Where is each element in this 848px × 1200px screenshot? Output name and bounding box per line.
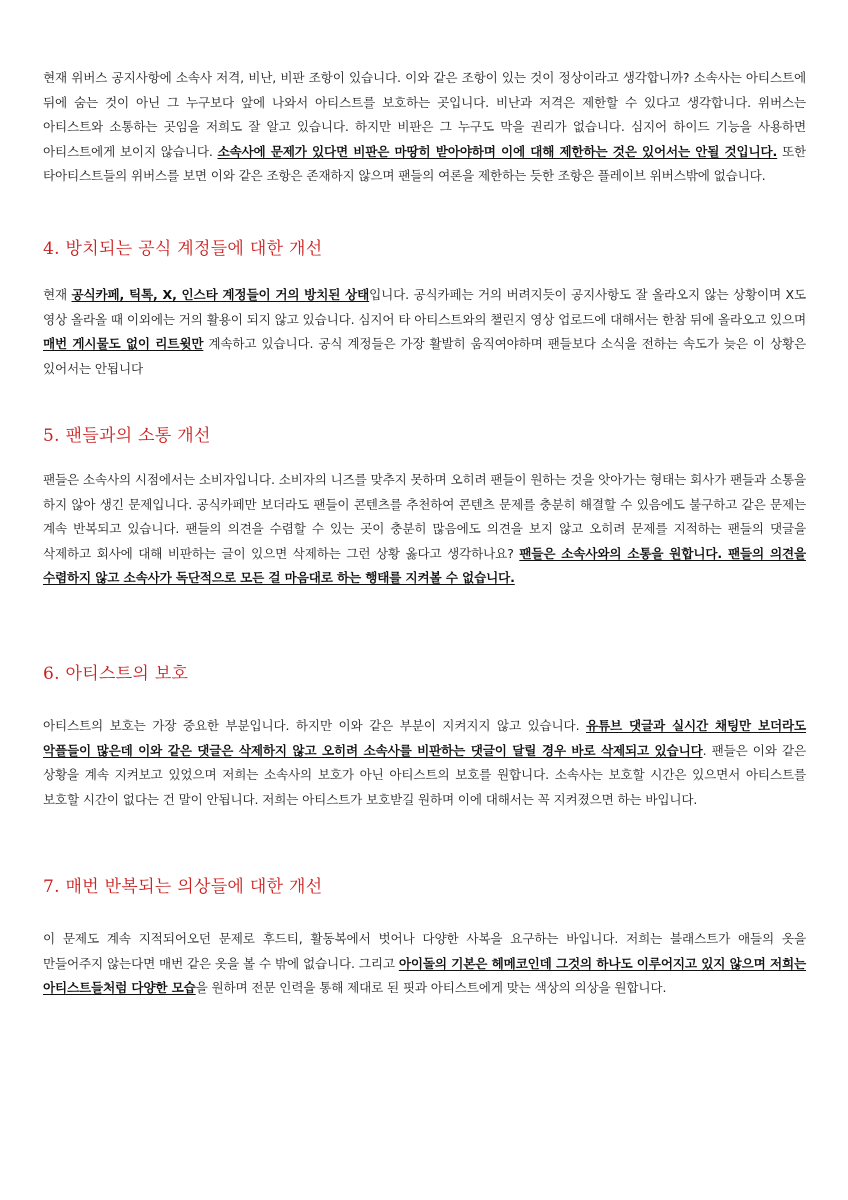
- section-text: 계속하고 있습니다. 공식 계정들은 가장 활발히 움직여야하며 팬들보다 소식을 전하는 속도가 늦은 이 상황은 있어서는 안됩니다: [43, 336, 807, 376]
- section-text: 이 문제도 계속 지적되어오던 문제로 후드티, 활동복에서 벗어나 다양한 사복을 요구하는 바입니다. 저희는 블래스트가 애들의 옷을 만들어주지 않는다면 매번 같은 옷을 볼 수 밖에 없습니다. 그리고: [43, 931, 806, 971]
- section-paragraph-outfits: [43, 927, 806, 1001]
- section-paragraph-fan-communication: [43, 468, 806, 591]
- section-heading-official-accounts: 4. 방치되는 공식 계정들에 대한 개선: [43, 239, 323, 259]
- section-text: 을 원하며 전문 인력을 통해 제대로 된 핏과 아티스트에게 맞는 색상의 의상을 원합니다.: [195, 980, 667, 996]
- intro-emphasis-1: 소속사에 문제가 있다면 비판은 마땅히 받아야하며 이에 대해 제한하는 것은 있어서는 안될 것입니다.: [217, 143, 778, 159]
- section-heading-artist-protection: 6. 아티스트의 보호: [43, 664, 189, 684]
- section-emphasis: 팬들은 소속사와의 소통을 원합니다. 팬들의 의견을 수렴하지 않고 소속사가 독단적으로 모든 걸 마음대로 하는 행태를 지켜볼 수 없습니다.: [43, 545, 806, 586]
- section-text: 현재: [43, 287, 72, 302]
- section-emphasis: 공식카페, 틱톡, X, 인스타 계정들이 거의 방치된 상태: [71, 287, 370, 302]
- section-heading-outfits: 7. 매번 반복되는 의상들에 대한 개선: [43, 877, 323, 897]
- section-text: 팬들은 소속사의 시점에서는 소비자입니다. 소비자의 니즈를 맞추지 못하며 오히려 팬들이 원하는 것을 앗아가는 형태는 회사가 팬들과 소통을 하지 않아 생긴 문제입니다. 공식카페만 보더라도 팬들이 콘텐츠를 추천하여 콘텐츠 문제를 충분히 해결할 수 있음에도 불구하고 같은 문제는 계속 반복되고 있습니다. 팬들의 의견을 수렴할 수 있는 곳이 충분히 많음에도 의견을 보지 않고 오히려 문제를 지적하는 팬들의 댓글을 삭제하고 회사에 대해 비판하는 글이 있으면 삭제하는 그런 상황 옳다고 생각하나요?: [43, 472, 806, 561]
- section-paragraph-official-accounts: [43, 283, 806, 381]
- section-text: 입니다. 공식카페는 거의 버려지듯이 공지사항도 잘 올라오지 않는 상황이며 X도 영상 올라올 때 이외에는 거의 활용이 되지 않고 있습니다. 심지어 타 아티스트와의 챌린지 영상 업로드에 대해서는 한참 뒤에 올라오고 있으며: [43, 287, 806, 327]
- section-heading-fan-communication: 5. 팬들과의 소통 개선: [43, 426, 211, 446]
- section-text: 아티스트의 보호는 가장 중요한 부분입니다. 하지만 이와 같은 부분이 지켜지지 않고 있습니다.: [43, 718, 586, 733]
- section-emphasis: 아이돌의 기본은 헤메코인데 그것의 하나도 이루어지고 있지 않으며 저희는 아티스트들처럼 다양한 모습: [43, 955, 807, 996]
- intro-text-1: 현재 위버스 공지사항에 소속사 저격, 비난, 비판 조항이 있습니다. 이와 같은 조항이 있는 것이 정상이라고 생각합니까? 소속사는 아티스트에 뒤에 숨는 것이 아닌 그 누구보다 앞에 나와서 아티스트를 보호하는 곳입니다. 비난과 저격은 제한할 수 있다고 생각합니다. 위버스는 아티스트와 소통하는 곳임을 저희도 잘 알고 있습니다. 하지만 비판은 그 누구도 막을 권리가 없습니다. 심지어 하이드 기능을 사용하면 아티스트에게 보이지 않습니다.: [43, 70, 806, 159]
- section-emphasis: 매번 게시물도 없이 리트윗만: [43, 336, 204, 352]
- section-text: . 팬들은 이와 같은 상황을 계속 지켜보고 있었으며 저희는 소속사의 보호가 아닌 아티스트의 보호를 원합니다. 소속사는 보호할 시간은 있으면서 아티스트를 보호할 시간이 없다는 건 말이 안됩니다. 저희는 아티스트가 보호받길 원하며 이에 대해서는 꼭 지켜졌으면 하는 바입니다.: [43, 742, 806, 807]
- section-emphasis: 유튜브 댓글과 실시간 채팅만 보더라도 악플들이 많은데 이와 같은 댓글은 삭제하지 않고 오히려 소속사를 비판하는 댓글이 달릴 경우 바로 삭제되고 있습니다: [43, 718, 807, 758]
- intro-text-2: 또한 타아티스트들의 위버스를 보면 이와 같은 조항은 존재하지 않으며 팬들의 여론을 제한하는 듯한 조항은 플레이브 위버스밖에 없습니다.: [43, 143, 807, 184]
- section-paragraph-artist-protection: [43, 714, 806, 812]
- intro-paragraph: [43, 66, 806, 189]
